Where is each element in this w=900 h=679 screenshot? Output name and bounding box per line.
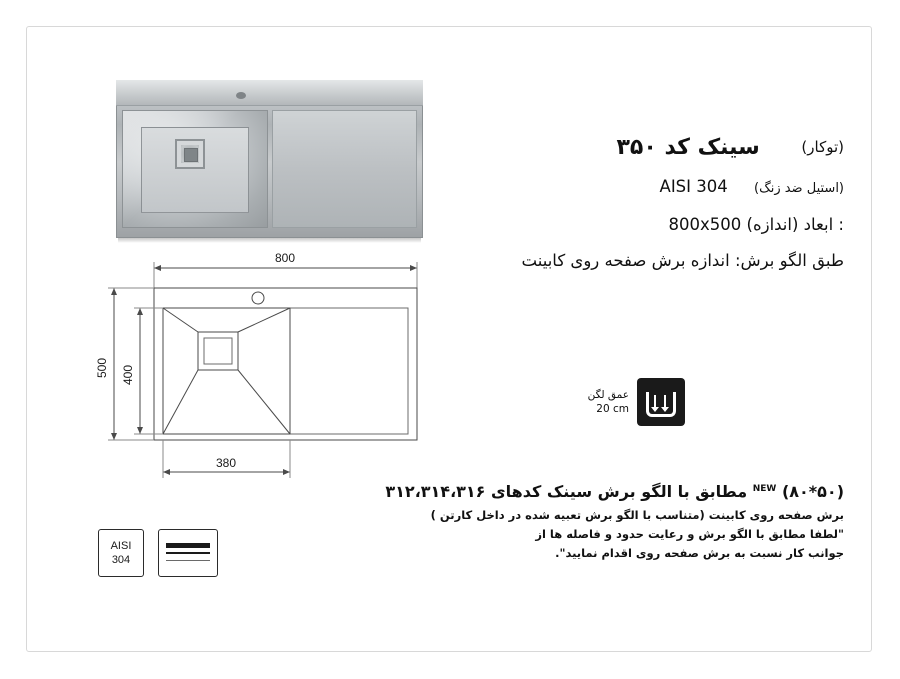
dim-label-overall-depth: 500: [95, 357, 109, 379]
spec-block: [424, 130, 844, 279]
badge-row: [98, 529, 218, 577]
spec-cut-pattern: طبق الگو برش: اندازه برش صفحه روی کابینت: [521, 251, 844, 270]
note-line-1-size: (۵۰*۸۰): [781, 482, 844, 501]
spec-dimension-label: : ابعاد (اندازه): [746, 215, 844, 234]
depth-arrow-left-icon: [654, 395, 656, 408]
plate-bar-thick: [166, 543, 210, 548]
dim-label-bowl-depth: 400: [121, 364, 135, 386]
note-line-3: "لطفا مطابق با الگو برش و رعایت حدود و فاصله ها از: [535, 527, 844, 541]
drainboard: [272, 110, 417, 228]
depth-arrow-right-icon: [664, 395, 666, 408]
spec-material-code: AISI 304: [659, 177, 728, 196]
plate-bar-mid: [166, 552, 210, 554]
sink-rim-highlight: [116, 80, 423, 106]
photo-shadow: [118, 238, 421, 243]
dim-label-bowl-width: 380: [215, 456, 237, 470]
tap-hole: [236, 92, 246, 99]
technical-drawing: [92, 250, 442, 500]
sink-product-photo: [116, 80, 423, 238]
sink-bowl: [122, 110, 268, 228]
plate-thickness-icon: [158, 529, 218, 577]
basin-depth-label: عمق لگن: [587, 389, 629, 401]
drain-icon: [175, 139, 205, 169]
note-line-2: برش صفحه روی کابینت (متناسب با الگو برش تعبیه شده در داخل کارتن ): [430, 508, 844, 522]
basin-depth-block: [588, 378, 685, 426]
page-title: [424, 130, 844, 165]
basin-depth-value: 20 cm: [596, 403, 629, 415]
basin-depth-icon: [637, 378, 685, 426]
spec-material: [424, 169, 844, 207]
plate-bar-thin: [166, 560, 210, 561]
basin-shape: [646, 392, 676, 417]
note-line-1-sup: NEW: [752, 484, 777, 494]
page-title-text: سینک کد ۳۵۰: [616, 135, 760, 160]
aisi-badge-line2: 304: [111, 554, 131, 566]
page-title-note: (توکار): [801, 138, 844, 156]
aisi-badge-line1: AISI: [110, 540, 132, 552]
basin-depth-text: [588, 388, 629, 416]
note-line-4: جوانب کار نسبت به برش صفحه روی اقدام نمایید".: [555, 546, 844, 560]
note-line-1-text: مطابق با الگو برش سینک کدهای ۳۱۲،۳۱۴،۳۱۶: [385, 482, 748, 501]
spec-dimension-value: 800x500: [668, 215, 742, 234]
aisi-badge: [98, 529, 144, 577]
cut-pattern-note: [374, 476, 844, 563]
note-line-1: [374, 476, 844, 505]
dim-label-overall-width: 800: [274, 251, 296, 265]
spec-material-label: (استیل ضد زنگ): [754, 181, 844, 196]
spec-dimension: [424, 207, 844, 243]
